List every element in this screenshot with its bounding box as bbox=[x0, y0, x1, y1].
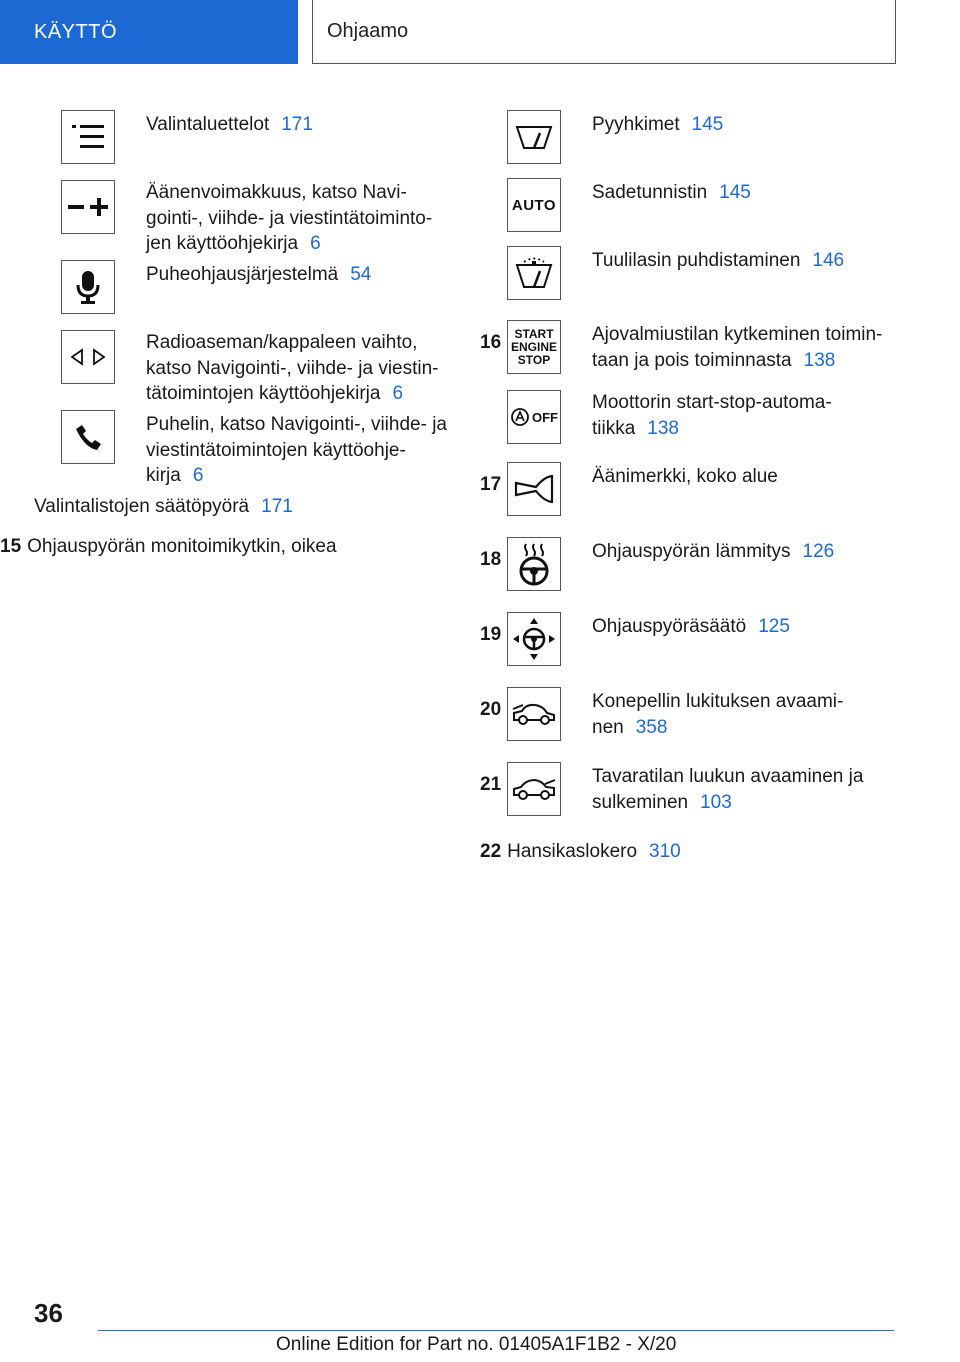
left-column bbox=[0, 110, 450, 559]
auto-start-stop-off-icon[interactable] bbox=[507, 390, 561, 444]
list-item bbox=[0, 534, 450, 560]
list-item bbox=[480, 839, 900, 865]
list-item bbox=[480, 462, 900, 537]
page-ref-link[interactable]: 6 bbox=[392, 383, 404, 404]
tailgate-icon bbox=[507, 762, 561, 816]
list-item bbox=[480, 320, 900, 388]
item-text: Valintalistojen säätöpyörä bbox=[34, 496, 250, 517]
item-text: Äänimerkki, koko alue bbox=[592, 466, 778, 487]
page-ref-link[interactable]: 103 bbox=[700, 791, 732, 813]
item-number: 15 bbox=[0, 535, 22, 557]
list-item bbox=[34, 494, 450, 520]
page-ref-link[interactable]: 54 bbox=[350, 264, 372, 285]
page-ref-link[interactable]: 171 bbox=[261, 496, 293, 517]
horn-icon bbox=[507, 462, 561, 516]
prev-next-icon bbox=[61, 330, 115, 384]
list-item bbox=[34, 410, 450, 492]
item-text: Sadetunnistin bbox=[592, 182, 708, 203]
steering-adjust-icon bbox=[507, 612, 561, 666]
icon-label: AUTO bbox=[511, 196, 557, 214]
page-ref-link[interactable]: 138 bbox=[647, 417, 679, 439]
wiper-icon bbox=[507, 110, 561, 164]
list-item bbox=[34, 178, 450, 260]
item-text: Ohjauspyöräsäätö bbox=[592, 616, 747, 637]
page-ref-link[interactable]: 310 bbox=[649, 841, 681, 862]
footer-text: Online Edition for Part no. 01405A1F1B2 - X/20 bbox=[276, 1334, 677, 1355]
item-number: 21 bbox=[480, 774, 502, 795]
item-text: Puheohjausjärjestelmä bbox=[146, 264, 339, 285]
item-number: 20 bbox=[480, 699, 502, 720]
item-text: Pyyhkimet bbox=[592, 114, 680, 135]
phone-icon bbox=[61, 410, 115, 464]
list-item bbox=[480, 687, 900, 762]
footer-divider bbox=[98, 1330, 894, 1331]
list-item bbox=[480, 537, 900, 612]
page-ref-link[interactable]: 125 bbox=[758, 616, 790, 637]
right-column bbox=[480, 110, 900, 865]
item-text: Tavaratilan luukun avaaminen ja sulkeminen bbox=[592, 766, 864, 813]
list-item bbox=[480, 388, 900, 462]
page-ref-link[interactable]: 171 bbox=[281, 114, 313, 135]
item-text: Ajovalmiustilan kytkeminen toimin- taan ja pois toiminnasta bbox=[592, 324, 883, 371]
page-section-title: Ohjaamo bbox=[312, 0, 896, 64]
item-text: Konepellin lukituksen avaami- nen bbox=[592, 691, 844, 738]
page-ref-link[interactable]: 138 bbox=[803, 349, 836, 371]
item-text: Ohjauspyörän monitoimikytkin, oikea bbox=[27, 535, 337, 557]
hood-release-icon bbox=[507, 687, 561, 741]
item-text: Äänenvoimakkuus, katso Navi- gointi-, viihde- ja viestintätoiminto- jen käyttöohjekirja bbox=[146, 182, 433, 254]
item-text: Tuulilasin puhdistaminen bbox=[592, 250, 801, 271]
auto-icon bbox=[507, 178, 561, 232]
item-number: 16 bbox=[480, 332, 502, 353]
chapter-tab[interactable]: KÄYTTÖ bbox=[0, 0, 298, 64]
item-text: Radioaseman/kappaleen vaihto, katso Navigointi-, viihde- ja viestin- tätoimintojen käyttöohjekirja bbox=[146, 332, 439, 404]
item-text: Hansikaslokero bbox=[507, 841, 638, 862]
icon-label: START ENGINE STOP bbox=[510, 326, 557, 367]
list-item bbox=[34, 110, 450, 178]
washer-icon bbox=[507, 246, 561, 300]
item-number: 22 bbox=[480, 841, 502, 862]
item-text: Moottorin start-stop-automa- tiikka bbox=[592, 392, 832, 439]
item-number: 17 bbox=[480, 474, 502, 495]
page-ref-link[interactable]: 126 bbox=[802, 541, 835, 562]
list-item bbox=[480, 246, 900, 320]
page-ref-link[interactable]: 6 bbox=[192, 465, 204, 486]
item-number: 19 bbox=[480, 624, 502, 645]
list-icon bbox=[61, 110, 115, 164]
item-number: 18 bbox=[480, 549, 502, 570]
page-ref-link[interactable]: 145 bbox=[691, 114, 724, 135]
page-ref-link[interactable]: 6 bbox=[310, 233, 321, 254]
page-ref-link[interactable]: 146 bbox=[812, 250, 845, 271]
start-engine-stop-icon[interactable] bbox=[507, 320, 561, 374]
list-item bbox=[480, 762, 900, 837]
list-item bbox=[34, 260, 450, 328]
item-text: Ohjauspyörän lämmitys bbox=[592, 541, 791, 562]
list-item bbox=[480, 110, 900, 178]
page-ref-link[interactable]: 145 bbox=[719, 182, 751, 203]
list-item bbox=[480, 178, 900, 246]
item-text: Puhelin, katso Navigointi-, viihde- ja viestintätoimintojen käyttöohje- kirja bbox=[146, 414, 447, 486]
icon-label: OFF bbox=[532, 409, 558, 425]
page-number: 36 bbox=[34, 1298, 63, 1328]
minus-plus-icon bbox=[61, 180, 115, 234]
item-text: Valintaluettelot bbox=[146, 114, 270, 135]
list-item bbox=[480, 612, 900, 687]
list-item bbox=[34, 328, 450, 410]
steering-heating-icon bbox=[507, 537, 561, 591]
voice-control-icon bbox=[61, 260, 115, 314]
page-ref-link[interactable]: 358 bbox=[635, 716, 668, 738]
